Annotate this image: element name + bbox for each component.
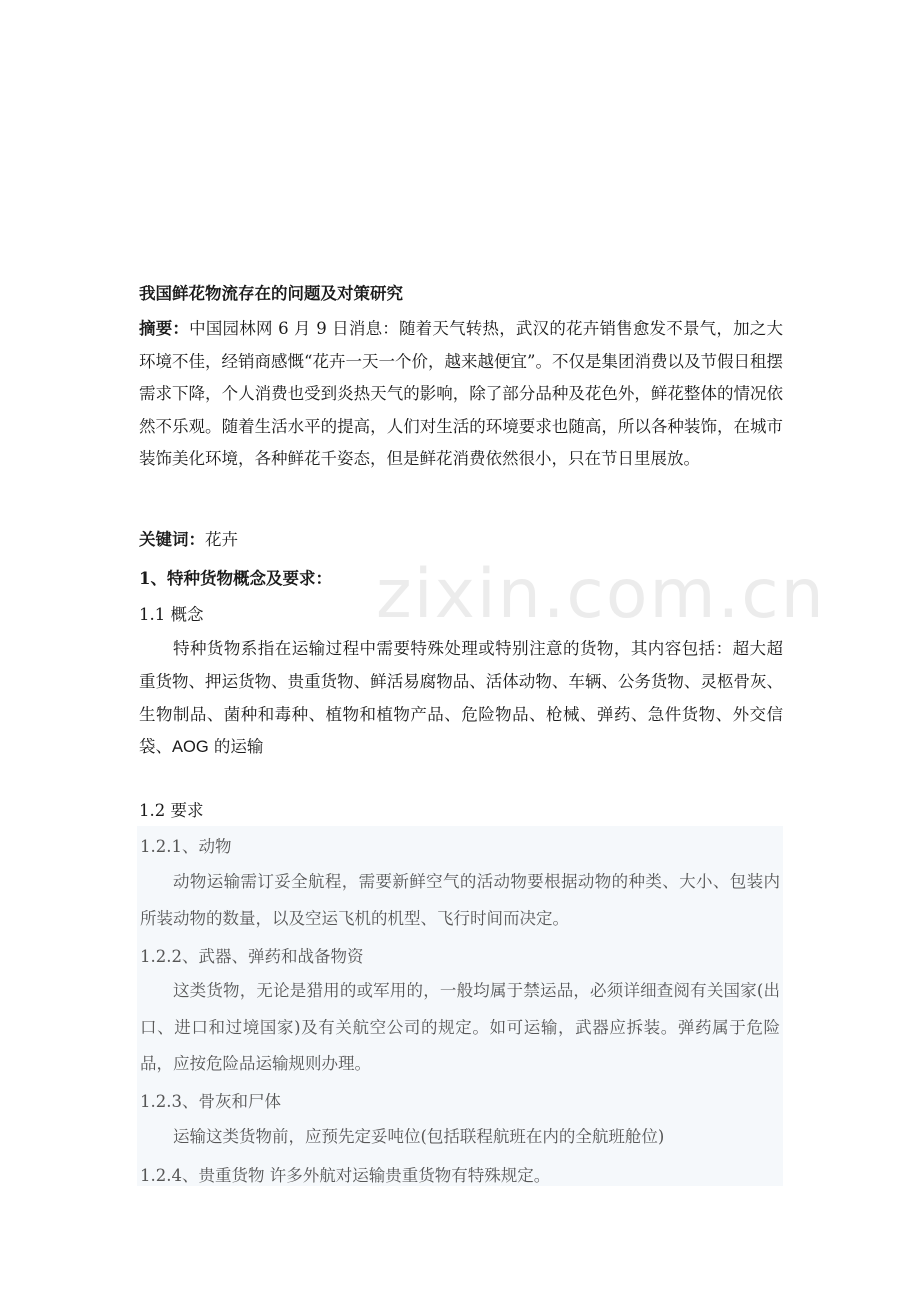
requirement-heading-animals: 1.2.1、动物 [140,837,232,856]
document-title: 我国鲜花物流存在的问题及对策研究 [139,284,403,303]
keywords-label: 关键词： [139,530,205,549]
keywords-text: 花卉 [205,530,238,549]
concept-text: 特种货物系指在运输过程中需要特殊处理或特别注意的货物，其内容包括：超大超重货物、押运货物、贵重货物、鲜活易腐物品、活体动物、车辆、公务货物、灵柩骨灰、生物制品、菌种和毒种、植物和植物产品、危险物品、枪械、弹药、急件货物、外交信袋、 [139,639,783,757]
requirement-text-weapons: 这类货物，无论是猎用的或军用的，一般均属于禁运品，必须详细查阅有关国家(出口、进口和过境国家)及有关航空公司的规定。如可运输，武器应拆装。弹药属于危险品，应按危险品运输规则办理。 [140,981,780,1073]
abstract-label: 摘要： [139,319,190,338]
abstract-paragraph [139,313,783,476]
keywords-line [139,526,238,550]
subsection-1-1-heading: 1.1 概念 [139,605,204,624]
abstract-text: 中国园林网 6 月 9 日消息：随着天气转热，武汉的花卉销售愈发不景气，加之大环境不佳，经销商感慨“花卉一天一个价，越来越便宜”。不仅是集团消费以及节假日租摆需求下降，个人消费也受到炎热天气的影响，除了部分品种及花色外，鲜花整体的情况依然不乐观。随着生活水平的提高，人们对生活的环境要求也随高，所以各种装饰，在城市装饰美化环境，各种鲜花千姿态，但是鲜花消费依然很小，只在节日里展放。 [139,319,783,469]
section-1-heading: 1、特种货物概念及要求： [139,569,332,588]
requirement-heading-weapons: 1.2.2、武器、弹药和战备物资 [140,947,364,966]
aog-text: AOG [172,738,209,757]
requirement-heading-ashes: 1.2.3、骨灰和尸体 [140,1092,281,1111]
requirement-heading-valuables: 1.2.4、贵重货物 许多外航对运输贵重货物有特殊规定。 [140,1166,551,1185]
requirement-text-animals: 动物运输需订妥全航程，需要新鲜空气的活动物要根据动物的种类、大小、包装内所装动物的数量，以及空运飞机的机型、飞行时间而决定。 [140,872,780,928]
requirement-text-ashes: 运输这类货物前，应预先定妥吨位(包括联程航班在内的全航班舱位) [173,1127,665,1146]
requirements-block [137,826,783,1186]
concept-paragraph [139,633,783,764]
subsection-1-2-heading: 1.2 要求 [139,801,204,820]
watermark: zixin.com.cn [376,555,826,634]
concept-tail: 的运输 [208,737,264,757]
